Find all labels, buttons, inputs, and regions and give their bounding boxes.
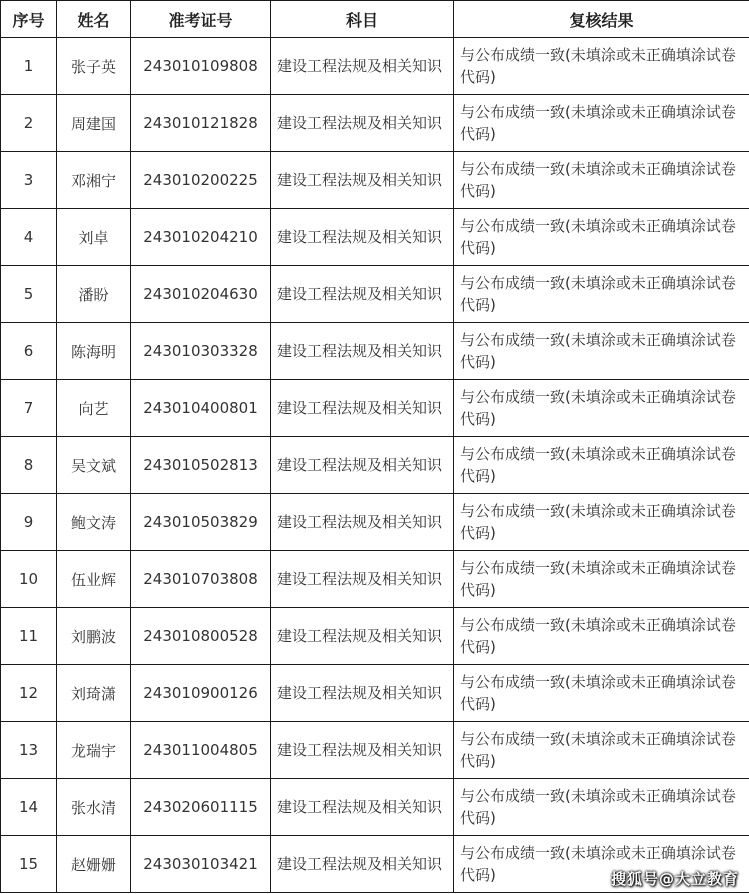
cell-subject: 建设工程法规及相关知识 (271, 266, 454, 323)
cell-result: 与公布成绩一致(未填涂或未正确填涂试卷代码) (454, 209, 749, 266)
cell-name: 吴文斌 (57, 437, 131, 494)
cell-result: 与公布成绩一致(未填涂或未正确填涂试卷代码) (454, 380, 749, 437)
cell-subject: 建设工程法规及相关知识 (271, 152, 454, 209)
cell-no: 11 (1, 608, 57, 665)
cell-exam-id: 243010503829 (131, 494, 271, 551)
header-subject: 科目 (271, 1, 454, 38)
table-row (1, 665, 749, 722)
cell-exam-id: 243011004805 (131, 722, 271, 779)
cell-name: 张水清 (57, 779, 131, 836)
header-exam-id: 准考证号 (131, 1, 271, 38)
cell-result: 与公布成绩一致(未填涂或未正确填涂试卷代码) (454, 152, 749, 209)
table-row (1, 323, 749, 380)
cell-no: 14 (1, 779, 57, 836)
table-row (1, 608, 749, 665)
cell-name: 刘鹏波 (57, 608, 131, 665)
table-row (1, 437, 749, 494)
watermark: 搜狐号@大立教育 (610, 870, 739, 888)
cell-result: 与公布成绩一致(未填涂或未正确填涂试卷代码) (454, 836, 749, 893)
cell-result: 与公布成绩一致(未填涂或未正确填涂试卷代码) (454, 551, 749, 608)
cell-result: 与公布成绩一致(未填涂或未正确填涂试卷代码) (454, 665, 749, 722)
cell-result: 与公布成绩一致(未填涂或未正确填涂试卷代码) (454, 494, 749, 551)
cell-exam-id: 243010502813 (131, 437, 271, 494)
cell-name: 潘盼 (57, 266, 131, 323)
cell-exam-id: 243010121828 (131, 95, 271, 152)
cell-result: 与公布成绩一致(未填涂或未正确填涂试卷代码) (454, 608, 749, 665)
cell-no: 3 (1, 152, 57, 209)
cell-no: 1 (1, 38, 57, 95)
cell-name: 伍业辉 (57, 551, 131, 608)
cell-exam-id: 243030103421 (131, 836, 271, 893)
cell-name: 刘卓 (57, 209, 131, 266)
cell-subject: 建设工程法规及相关知识 (271, 38, 454, 95)
table-row (1, 551, 749, 608)
cell-exam-id: 243010204210 (131, 209, 271, 266)
cell-subject: 建设工程法规及相关知识 (271, 209, 454, 266)
cell-exam-id: 243010109808 (131, 38, 271, 95)
cell-subject: 建设工程法规及相关知识 (271, 551, 454, 608)
table-row (1, 266, 749, 323)
header-name: 姓名 (57, 1, 131, 38)
cell-result: 与公布成绩一致(未填涂或未正确填涂试卷代码) (454, 722, 749, 779)
cell-result: 与公布成绩一致(未填涂或未正确填涂试卷代码) (454, 323, 749, 380)
cell-subject: 建设工程法规及相关知识 (271, 836, 454, 893)
cell-result: 与公布成绩一致(未填涂或未正确填涂试卷代码) (454, 437, 749, 494)
cell-no: 5 (1, 266, 57, 323)
cell-no: 10 (1, 551, 57, 608)
cell-subject: 建设工程法规及相关知识 (271, 779, 454, 836)
cell-no: 8 (1, 437, 57, 494)
table-row (1, 95, 749, 152)
cell-result: 与公布成绩一致(未填涂或未正确填涂试卷代码) (454, 779, 749, 836)
cell-no: 6 (1, 323, 57, 380)
table-row (1, 38, 749, 95)
cell-subject: 建设工程法规及相关知识 (271, 494, 454, 551)
cell-no: 12 (1, 665, 57, 722)
cell-name: 张子英 (57, 38, 131, 95)
table-row (1, 152, 749, 209)
cell-exam-id: 243010800528 (131, 608, 271, 665)
cell-exam-id: 243010900126 (131, 665, 271, 722)
cell-no: 2 (1, 95, 57, 152)
table-row (1, 380, 749, 437)
table-row (1, 494, 749, 551)
cell-name: 赵姗姗 (57, 836, 131, 893)
header-result: 复核结果 (454, 1, 749, 38)
cell-subject: 建设工程法规及相关知识 (271, 608, 454, 665)
cell-name: 陈海明 (57, 323, 131, 380)
cell-result: 与公布成绩一致(未填涂或未正确填涂试卷代码) (454, 266, 749, 323)
cell-exam-id: 243010703808 (131, 551, 271, 608)
cell-name: 龙瑞宇 (57, 722, 131, 779)
cell-exam-id: 243020601115 (131, 779, 271, 836)
header-no: 序号 (1, 1, 57, 38)
cell-subject: 建设工程法规及相关知识 (271, 665, 454, 722)
cell-result: 与公布成绩一致(未填涂或未正确填涂试卷代码) (454, 95, 749, 152)
table-row (1, 209, 749, 266)
cell-exam-id: 243010204630 (131, 266, 271, 323)
cell-subject: 建设工程法规及相关知识 (271, 722, 454, 779)
cell-no: 9 (1, 494, 57, 551)
cell-subject: 建设工程法规及相关知识 (271, 323, 454, 380)
cell-no: 13 (1, 722, 57, 779)
cell-name: 向艺 (57, 380, 131, 437)
cell-name: 鲍文涛 (57, 494, 131, 551)
table-header (1, 1, 749, 38)
cell-name: 周建国 (57, 95, 131, 152)
cell-no: 4 (1, 209, 57, 266)
cell-result: 与公布成绩一致(未填涂或未正确填涂试卷代码) (454, 38, 749, 95)
cell-no: 7 (1, 380, 57, 437)
cell-subject: 建设工程法规及相关知识 (271, 380, 454, 437)
cell-name: 邓湘宁 (57, 152, 131, 209)
cell-subject: 建设工程法规及相关知识 (271, 95, 454, 152)
cell-name: 刘琦潇 (57, 665, 131, 722)
cell-subject: 建设工程法规及相关知识 (271, 437, 454, 494)
cell-exam-id: 243010400801 (131, 380, 271, 437)
table-row (1, 779, 749, 836)
table-row (1, 722, 749, 779)
cell-exam-id: 243010200225 (131, 152, 271, 209)
cell-no: 15 (1, 836, 57, 893)
cell-exam-id: 243010303328 (131, 323, 271, 380)
header-row (1, 1, 749, 38)
table-body (1, 38, 749, 893)
